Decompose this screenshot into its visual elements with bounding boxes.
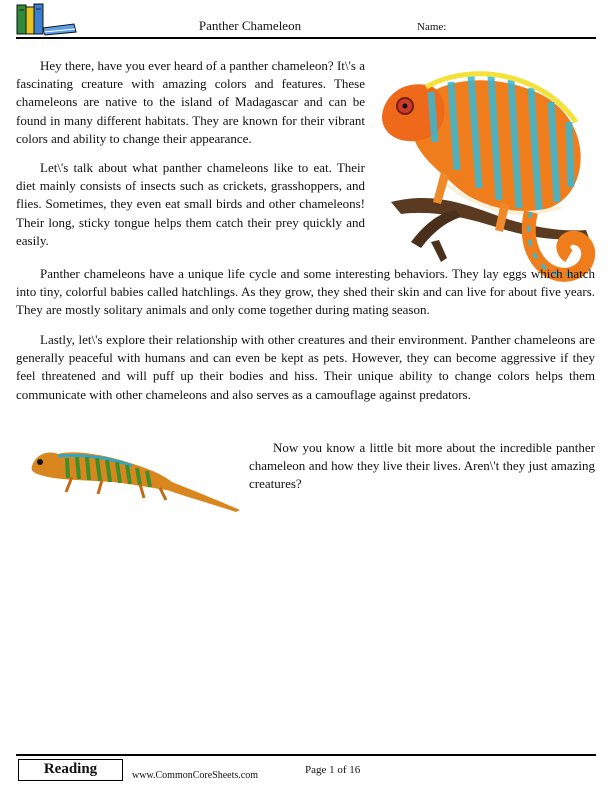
header-divider (16, 37, 596, 39)
subject-badge: Reading (18, 759, 123, 781)
page-title: Panther Chameleon (198, 18, 302, 33)
panther-chameleon-on-branch-image (371, 52, 598, 285)
diet-paragraph: Let\'s talk about what panther chameleons like to eat. Their diet mainly consists of insects such as crickets, grasshoppers, and flies. Sometimes, they even eat small birds and other chameleons! Their long, sticky tongue helps them catch their prey quickly and easily. (16, 160, 365, 248)
website-link[interactable]: www.CommonCoreSheets.com (132, 770, 259, 781)
page-number: Page 1 of 16 (305, 764, 361, 776)
conclusion-paragraph: Now you know a little bit more about the incredible panther chameleon and how they live their lives. Aren\'t they just amazing creatures? (249, 440, 595, 492)
life-cycle-paragraph: Panther chameleons have a unique life cycle and some interesting behaviors. They lay eggs which hatch into tiny, colorful babies called hatchlings. As they grow, they shed their skin and can live for about five years. They are mostly solitary animals and only come together during mating season. (16, 266, 595, 318)
name-label: Name: (417, 21, 447, 33)
books-logo-icon (16, 2, 78, 36)
walking-chameleon-image (22, 444, 242, 514)
intro-paragraph: Hey there, have you ever heard of a panther chameleon? It\'s a fascinating creature with amazing colors and features. These chameleons are native to the island of Madagascar and can be found in many different habitats. They are known for their vibrant colors and ability to change their appearance. (16, 58, 365, 146)
relationships-paragraph: Lastly, let\'s explore their relationship with other creatures and their environment. Panther chameleons are generally peaceful with humans and can even be kept as pets. However, they can become aggressive if they feel threatened and will puff up their bodies and hiss. Their unique ability to change colors helps them communicate with other chameleons and also serves as a camouflage against predators. (16, 332, 595, 402)
page-header (0, 0, 612, 44)
footer-divider (16, 754, 596, 756)
